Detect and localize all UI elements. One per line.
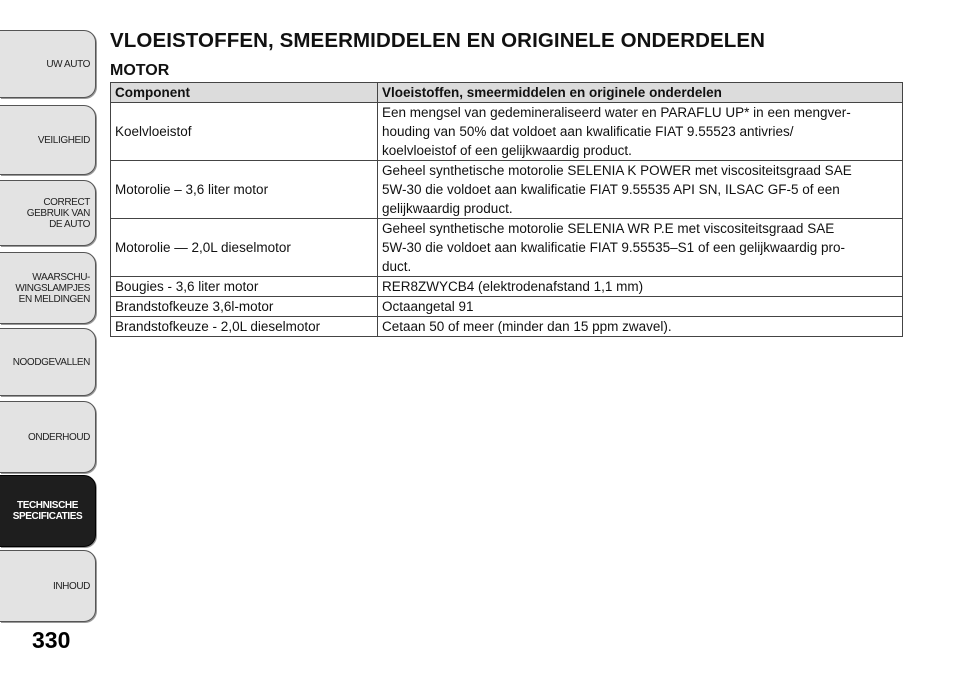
column-header-fluids: Vloeistoffen, smeermiddelen en originele onderdelen bbox=[378, 83, 903, 103]
specification-table bbox=[110, 82, 903, 337]
fluid-spec-cell: Geheel synthetische motorolie SELENIA WR P.E met viscositeitsgraad SAE 5W-30 die voldoet aan kwalificatie FIAT 9.55535–S1 of een gelijkwaardig pro- duct. bbox=[378, 219, 903, 277]
table-row bbox=[111, 161, 903, 219]
tab-inhoud[interactable]: INHOUD bbox=[0, 550, 96, 622]
tab-uw-auto[interactable]: UW AUTO bbox=[0, 30, 96, 98]
tab-correct-gebruik[interactable]: CORRECT GEBRUIK VAN DE AUTO bbox=[0, 180, 96, 246]
page-content bbox=[110, 28, 905, 337]
page-number: 330 bbox=[32, 627, 71, 653]
fluid-spec-cell: Octaangetal 91 bbox=[378, 297, 903, 317]
column-header-component: Component bbox=[111, 83, 378, 103]
component-cell: Bougies - 3,6 liter motor bbox=[111, 277, 378, 297]
fluid-spec-cell: Een mengsel van gedemineraliseerd water en PARAFLU UP* in een mengver- houding van 50% dat voldoet aan kwalificatie FIAT 9.55523 antivries/ koelvloeistof of een gelijkwaardig product. bbox=[378, 103, 903, 161]
page-title: VLOEISTOFFEN, SMEERMIDDELEN EN ORIGINELE ONDERDELEN bbox=[110, 29, 766, 52]
table-header-row bbox=[111, 83, 903, 103]
tab-technische-specificaties[interactable]: TECHNISCHE SPECIFICATIES bbox=[0, 475, 96, 547]
fluid-spec-cell: Geheel synthetische motorolie SELENIA K POWER met viscositeitsgraad SAE 5W-30 die voldoet aan kwalificatie FIAT 9.55535 API SN, ILSAC GF-5 of een gelijkwaardig product. bbox=[378, 161, 903, 219]
tab-waarschuwingslampjes[interactable]: WAARSCHU- WINGSLAMPJES EN MELDINGEN bbox=[0, 252, 96, 324]
table-row bbox=[111, 297, 903, 317]
component-cell: Brandstofkeuze 3,6l-motor bbox=[111, 297, 378, 317]
component-cell: Koelvloeistof bbox=[111, 103, 378, 161]
tab-onderhoud[interactable]: ONDERHOUD bbox=[0, 401, 96, 473]
component-cell: Motorolie — 2,0L dieselmotor bbox=[111, 219, 378, 277]
table-row bbox=[111, 317, 903, 337]
fluid-spec-cell: Cetaan 50 of meer (minder dan 15 ppm zwavel). bbox=[378, 317, 903, 337]
tab-veiligheid[interactable]: VEILIGHEID bbox=[0, 105, 96, 175]
component-cell: Motorolie – 3,6 liter motor bbox=[111, 161, 378, 219]
component-cell: Brandstofkeuze - 2,0L dieselmotor bbox=[111, 317, 378, 337]
table-row bbox=[111, 219, 903, 277]
table-row bbox=[111, 103, 903, 161]
tab-noodgevallen[interactable]: NOODGEVALLEN bbox=[0, 328, 96, 396]
section-heading: MOTOR bbox=[110, 62, 170, 79]
fluid-spec-cell: RER8ZWYCB4 (elektrodenafstand 1,1 mm) bbox=[378, 277, 903, 297]
table-row bbox=[111, 277, 903, 297]
